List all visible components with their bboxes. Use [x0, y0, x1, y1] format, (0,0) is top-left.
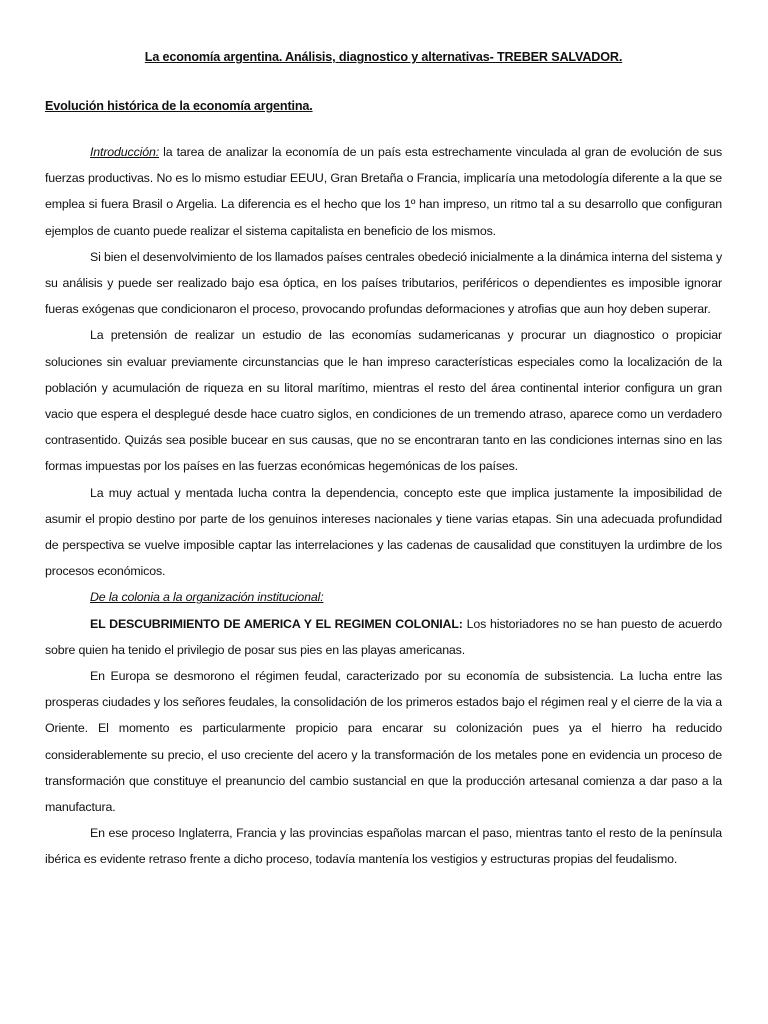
paragraph-6: En Europa se desmorono el régimen feudal, caracterizado por su economía de subsistencia. La lucha entre las prosperas ciudades y los señores feudales, la consolidación de los primeros estados bajo el régimen real y el cierre de la via a Oriente. El momento es particularmente propicio para encarar su colonización pues ya el hierro ha reducido considerablemente su precio, el uso creciente del acero y la transformación de los metales pone en evidencia un proceso de transformación que constituye el preanuncio del cambio sustancial en que la producción artesanal comienza a dar paso a la manufactura.: [45, 669, 722, 815]
paragraph-7: En ese proceso Inglaterra, Francia y las provincias españolas marcan el paso, mientras tanto el resto de la península ibérica es evidente retraso frente a dicho proceso, todavía mantenía los vestigios y estructuras propias del feudalismo.: [45, 826, 722, 867]
document-page: [45, 44, 722, 873]
introduction-text: la tarea de analizar la economía de un país esta estrechamente vinculada al gran de evolución de sus fuerzas productivas. No es lo mismo estudiar EEUU, Gran Bretaña o Francia, implicaría una metodología diferente a la que se emplea si fuera Brasil o Argelia. La diferencia es el hecho que los 1º han impreso, un ritmo tal a su desarrollo que configuran ejemplos de cuanto puede realizar el sistema capitalista en beneficio de los mismos.: [45, 145, 722, 238]
paragraph-5-text: Los historiadores no se han puesto de acuerdo sobre quien ha tenido el privilegio de posar sus pies en las playas americanas.: [45, 616, 723, 657]
section-heading: Evolución histórica de la economía argentina.: [45, 99, 313, 113]
paragraph-4: La muy actual y mentada lucha contra la dependencia, concepto este que implica justamente la imposibilidad de asumir el propio destino por parte de los genuinos intereses nacionales y tiene varias etapas. Sin una adecuada profundidad de perspectiva se vuelve imposible captar las interrelaciones y las cadenas de causalidad que constituyen la urdimbre de los procesos económicos.: [45, 485, 722, 579]
paragraph-5: [45, 611, 722, 663]
introduction-label: Introducción:: [90, 145, 159, 159]
paragraph-2: Si bien el desenvolvimiento de los llamados países centrales obedeció inicialmente a la dinámica interna del sistema y su análisis y puede ser realizado bajo esa óptica, en los países tributarios, periféricos o dependientes es imposible ignorar fueras exógenas que condicionaron el proceso, provocando profundas deformaciones y atrofias que aun hoy deben superar.: [45, 249, 722, 317]
paragraph-3: La pretensión de realizar un estudio de las economías sudamericanas y procurar un diagnostico o propiciar soluciones sin evaluar previamente circunstancias que le han impreso características especiales como la localización de la población y acumulación de riqueza en su litoral marítimo, mientras el resto del área continental interior configura un gran vacio que espera el desplegué desde hace cuatro siglos, en condiciones de un tremendo atraso, aparece como un verdadero contrasentido. Quizás sea posible bucear en sus causas, que no se encontraran tanto en las condiciones internas sino en las formas impuestas por los países en las fuerzas económicas hegemónicas de los países.: [45, 328, 722, 474]
document-title: La economía argentina. Análisis, diagnostico y alternativas- TREBER SALVADOR.: [144, 50, 623, 64]
paragraph-introduction: [45, 139, 722, 244]
subheading-colonia: De la colonia a la organización institucional:: [90, 590, 324, 605]
paragraph-5-heading: EL DESCUBRIMIENTO DE AMERICA Y EL REGIMEN COLONIAL:: [90, 616, 463, 631]
